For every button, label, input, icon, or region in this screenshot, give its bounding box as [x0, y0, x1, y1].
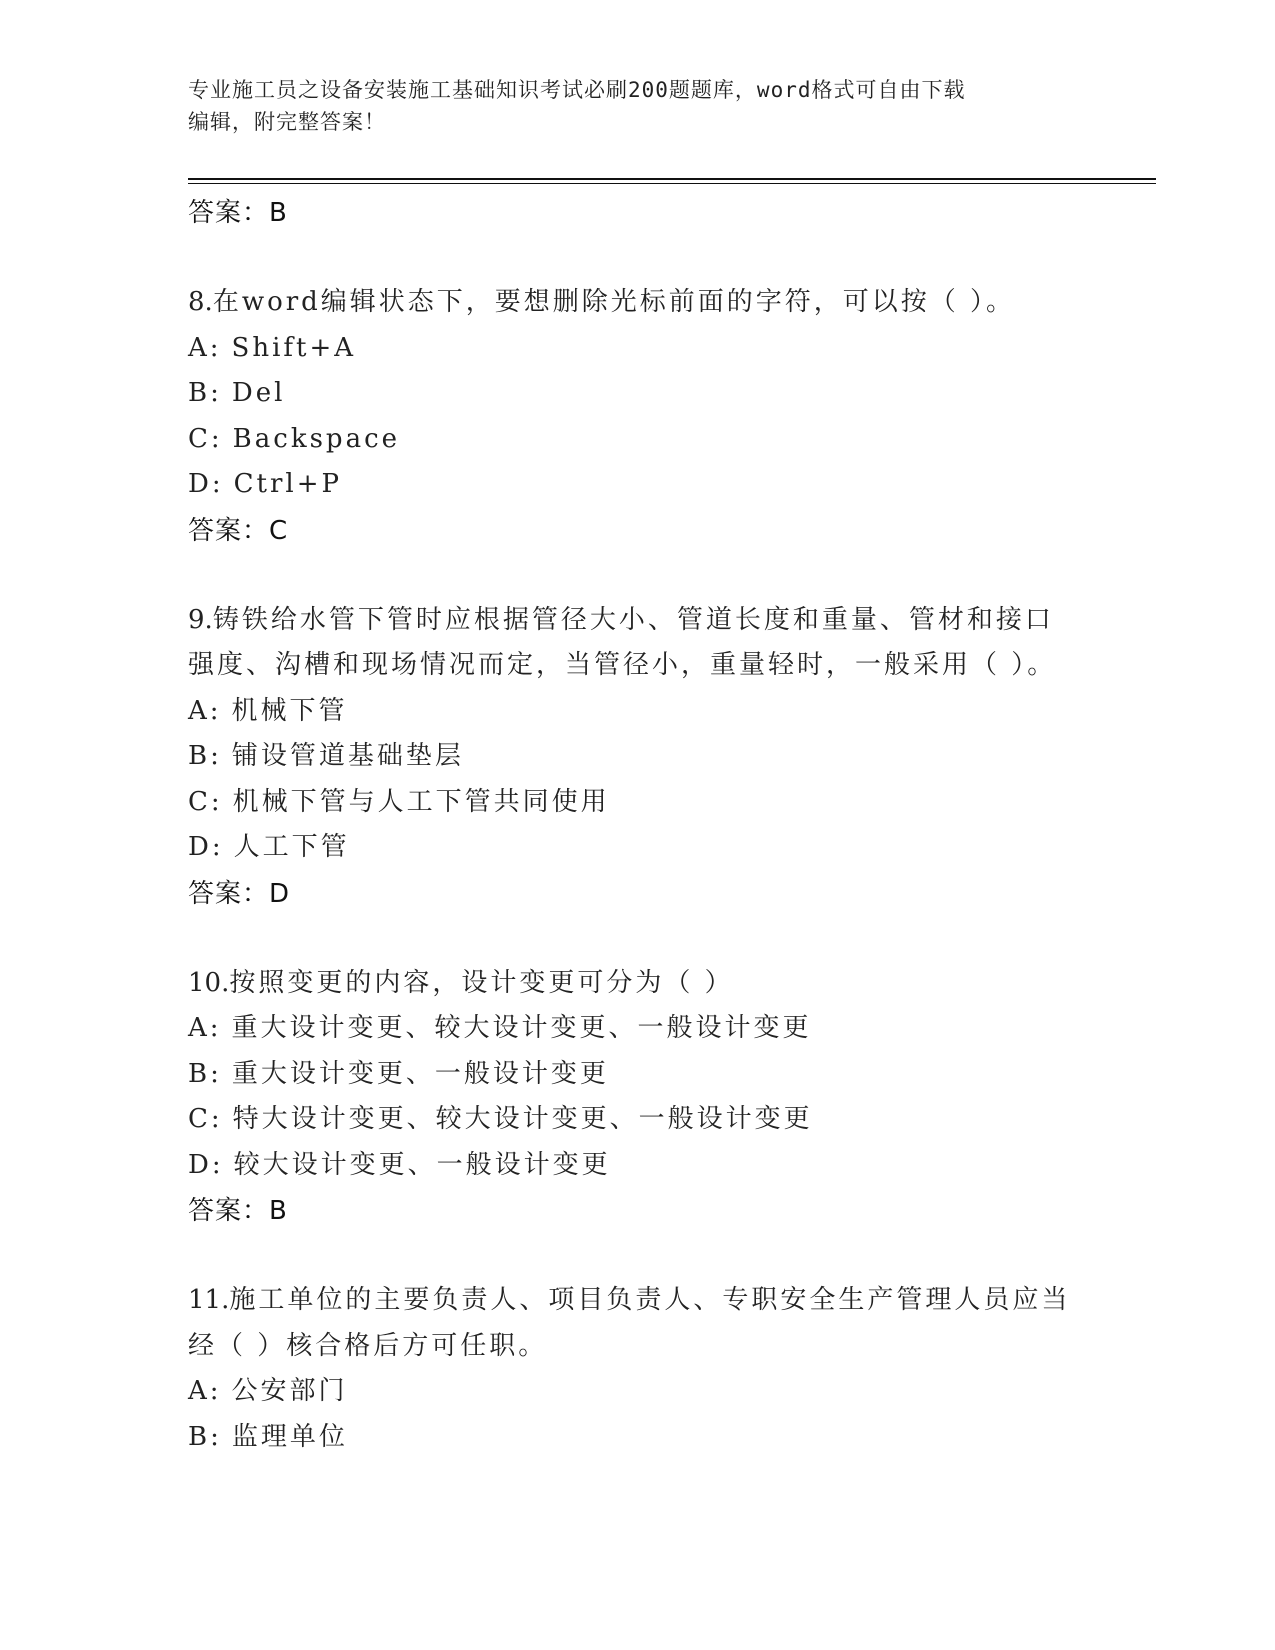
header-title-line-1: 专业施工员之设备安装施工基础知识考试必刷200题题库，word格式可自由下载 [188, 78, 966, 102]
answer-line: 答案：B [188, 198, 288, 228]
option-text: 铺设管道基础垫层 [231, 741, 464, 771]
option-text: 特大设计变更、较大设计变更、一般设计变更 [232, 1104, 813, 1134]
option-item [188, 825, 1088, 871]
option-text: Del [231, 378, 286, 408]
question-number: 11. [188, 1285, 230, 1315]
question-block [188, 598, 1088, 917]
option-item [188, 326, 1088, 372]
option-letter: B: [188, 741, 222, 771]
option-text: Ctrl+P [233, 469, 342, 499]
question-text [188, 1324, 1088, 1370]
option-item [188, 1006, 1088, 1052]
option-text: Shift+A [231, 332, 357, 363]
question-text-content: 按照变更的内容，设计变更可分为（ ） [229, 967, 734, 998]
option-letter: C: [188, 786, 223, 817]
option-text: 监理单位 [231, 1421, 348, 1452]
header-title-line-2: 编辑，附完整答案！ [188, 110, 386, 134]
option-item [188, 417, 1088, 463]
option-item [188, 1369, 1088, 1415]
question-text-content: 经（ ）核合格后方可任职。 [188, 1330, 548, 1361]
option-text: 重大设计变更、一般设计变更 [231, 1058, 609, 1089]
option-item [188, 734, 1088, 780]
question-text-content: 铸铁给水管下管时应根据管径大小、管道长度和重量、管材和接口 [212, 604, 1054, 635]
questions-container [188, 280, 1088, 1460]
option-text: 重大设计变更、较大设计变更、一般设计变更 [231, 1013, 812, 1043]
header-divider-thin [188, 183, 1156, 184]
header-divider [188, 178, 1156, 180]
option-letter: A: [188, 332, 222, 363]
option-item [188, 1143, 1088, 1189]
answer-line: 答案：C [188, 515, 289, 546]
option-item [188, 1097, 1088, 1143]
option-letter: D: [188, 1149, 224, 1180]
option-text: 人工下管 [233, 832, 350, 862]
question-number: 10. [188, 967, 230, 998]
question-text [188, 1278, 1088, 1324]
option-letter: C: [188, 423, 223, 454]
option-letter: B: [188, 1421, 222, 1452]
option-text: 机械下管 [231, 695, 348, 726]
option-item [188, 1052, 1088, 1098]
option-letter: B: [188, 1058, 222, 1089]
option-letter: A: [188, 1013, 222, 1043]
question-text-content: 施工单位的主要负责人、项目负责人、专职安全生产管理人员应当 [229, 1285, 1071, 1315]
option-text: 公安部门 [231, 1376, 348, 1406]
question-text [188, 280, 1088, 326]
question-text-content: 在word编辑状态下，要想删除光标前面的字符，可以按（ ）。 [212, 287, 1016, 317]
option-letter: B: [188, 378, 222, 408]
option-item [188, 371, 1088, 417]
answer-line: 答案：B [188, 1196, 288, 1226]
question-text [188, 643, 1088, 689]
question-list [188, 190, 1088, 1460]
question-block [188, 1278, 1088, 1460]
option-letter: D: [188, 832, 224, 862]
question-text-content: 强度、沟槽和现场情况而定，当管径小，重量轻时，一般采用（ ）。 [188, 650, 1057, 680]
question-number: 8. [188, 287, 213, 317]
option-letter: A: [188, 1376, 222, 1406]
answer-line: 答案：D [188, 878, 291, 909]
option-item [188, 1415, 1088, 1461]
option-letter: C: [188, 1104, 223, 1134]
question-number: 9. [188, 604, 213, 635]
question-block [188, 280, 1088, 554]
page-header [188, 74, 1068, 138]
option-letter: D: [188, 469, 224, 499]
option-letter: A: [188, 695, 222, 726]
option-item [188, 689, 1088, 735]
option-text: Backspace [232, 423, 401, 454]
option-item [188, 780, 1088, 826]
option-text: 机械下管与人工下管共同使用 [232, 786, 610, 817]
question-text [188, 961, 1088, 1007]
option-text: 较大设计变更、一般设计变更 [233, 1149, 611, 1180]
option-item [188, 462, 1088, 508]
question-text [188, 598, 1088, 644]
question-block [188, 961, 1088, 1235]
